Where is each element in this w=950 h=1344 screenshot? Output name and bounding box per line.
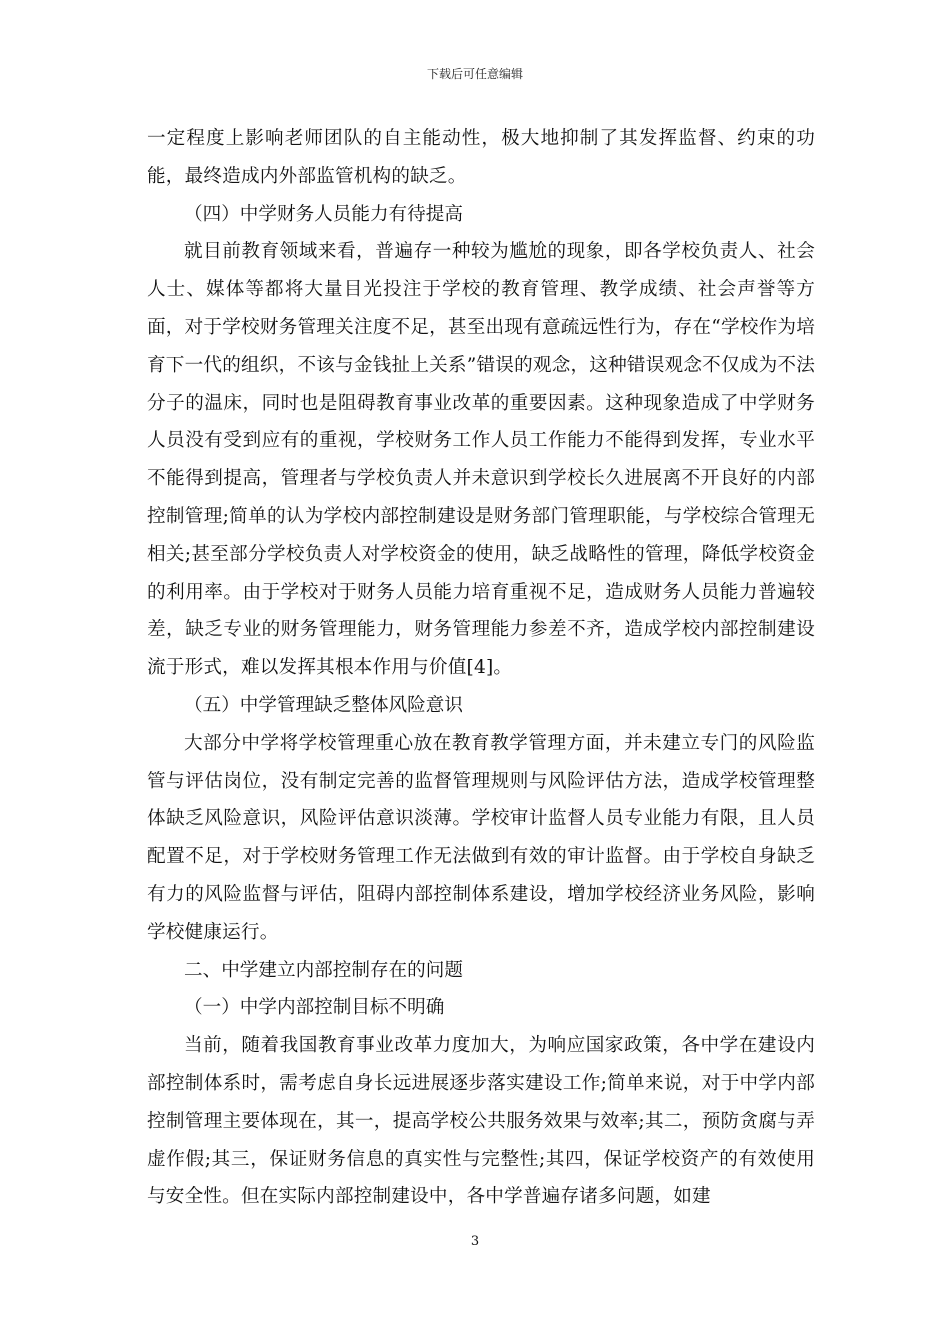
section-heading-4: （四）中学财务人员能力有待提高 — [184, 203, 463, 225]
page-number: 3 — [470, 1234, 480, 1249]
section-heading-1: （一）中学内部控制目标不明确 — [184, 997, 445, 1019]
paragraph-control-goals: 当前，随着我国教育事业改革力度加大，为响应国家政策，各中学在建设内部控制体系时，需考虑自身长远进展逐步落实建设工作;简单来说，对于中学内部控制管理主要体现在，其一，提高学校公共服务效果与效率;其二，预防贪腐与弄虚作假;其三，保证财务信息的真实性与完整性;其四，保证学校资产的有效使用与安全性。但在实际内部控制建设中，各中学普遍存诸多问题，如建 — [147, 1035, 815, 1208]
page-header: 下载后可任意编辑 — [426, 67, 523, 81]
paragraph-finance-staff: 就目前教育领域来看，普遍存一种较为尴尬的现象，即各学校负责人、社会人士、媒体等都将大量目光投注于学校的教育管理、教学成绩、社会声誉等方面，对于学校财务管理关注度不足，甚至出现有意疏远性行为，存在“学校作为培育下一代的组织，不该与金钱扯上关系”错误的观念，这种错误观念不仅成为不法分子的温床，同时也是阻碍教育事业改革的重要因素。这种现象造成了中学财务人员没有受到应有的重视，学校财务工作人员工作能力不能得到发挥，专业水平不能得到提高，管理者与学校负责人并未意识到学校长久进展离不开良好的内部控制管理;简单的认为学校内部控制建设是财务部门管理职能，与学校综合管理无相关;甚至部分学校负责人对学校资金的使用，缺乏战略性的管理，降低学校资金的利用率。由于学校对于财务人员能力培育重视不足，造成财务人员能力普遍较差，缺乏专业的财务管理能力，财务管理能力参差不齐，造成学校内部控制建设流于形式，难以发挥其根本作用与价值[4]。 — [147, 241, 815, 679]
paragraph-risk-awareness: 大部分中学将学校管理重心放在教育教学管理方面，并未建立专门的风险监管与评估岗位，没有制定完善的监督管理规则与风险评估方法，造成学校管理整体缺乏风险意识，风险评估意识淡薄。学校审计监督人员专业能力有限，且人员配置不足，对于学校财务管理工作无法做到有效的审计监督。由于学校自身缺乏有力的风险监督与评估，阻碍内部控制体系建设，增加学校经济业务风险，影响学校健康运行。 — [147, 732, 815, 943]
document-body — [147, 120, 815, 1216]
paragraph-continuation: 一定程度上影响老师团队的自主能动性，极大地抑制了其发挥监督、约束的功能，最终造成内外部监管机构的缺乏。 — [147, 128, 815, 187]
section-heading-5: （五）中学管理缺乏整体风险意识 — [184, 694, 463, 716]
chapter-heading-2: 二、中学建立内部控制存在的问题 — [184, 959, 463, 981]
